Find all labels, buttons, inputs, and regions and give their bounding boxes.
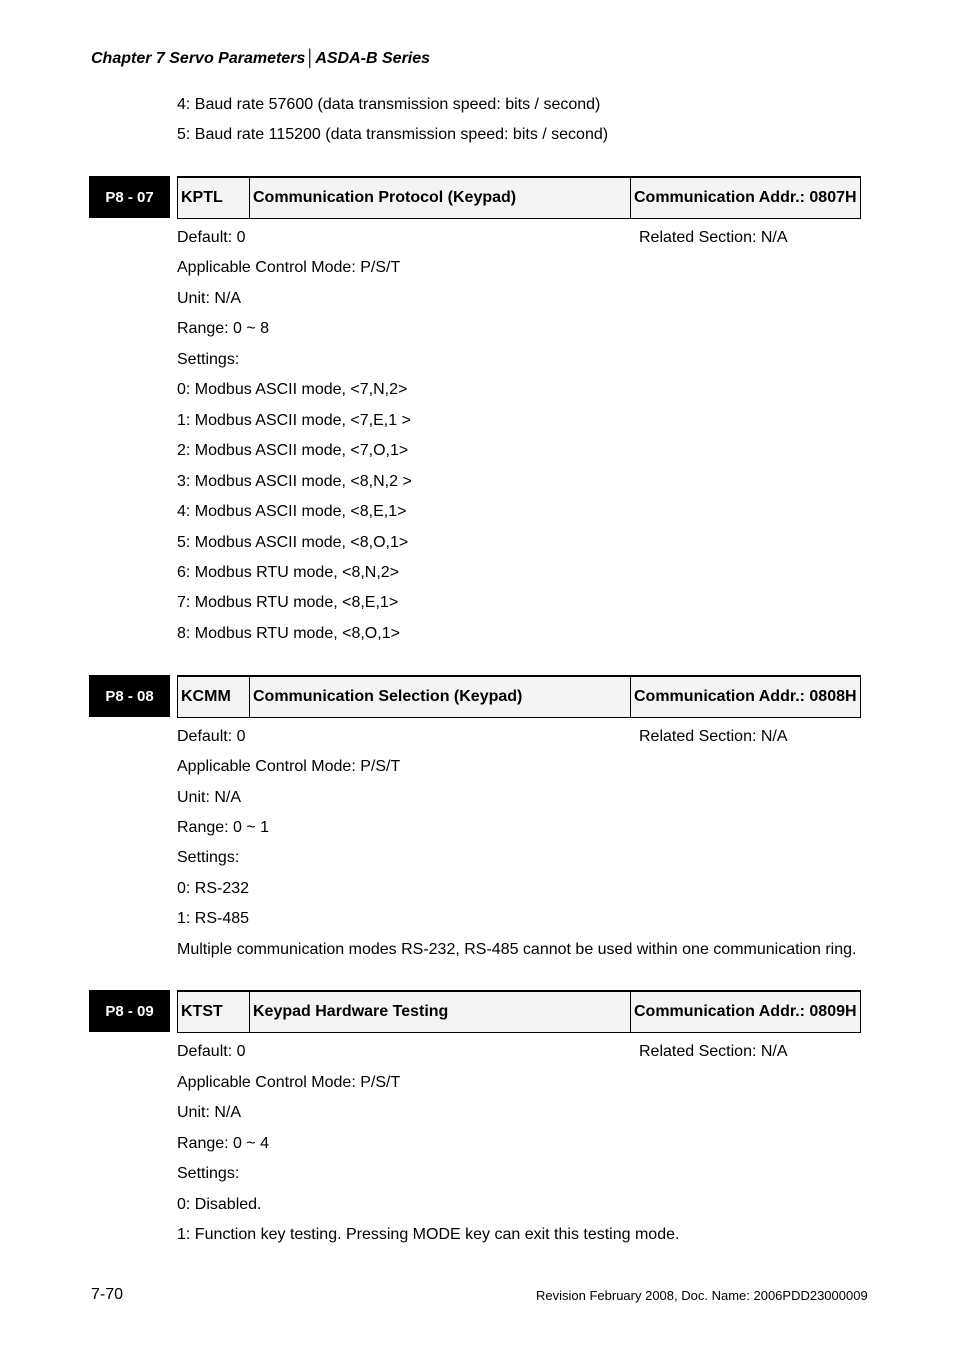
param-settings-label: Settings: [177, 1165, 240, 1182]
setting-item: 1: RS-485 [177, 910, 250, 927]
setting-item: 7: Modbus RTU mode, <8,E,1> [177, 594, 399, 611]
param-default: Default: 0 [177, 229, 246, 246]
param-header-p8-08 [89, 675, 861, 717]
param-settings-label: Settings: [177, 351, 240, 368]
setting-note: Multiple communication modes RS-232, RS-485 cannot be used within one communication ring. [177, 941, 857, 958]
param-addr: Communication Addr.: 0809H [634, 1003, 857, 1020]
setting-item: 2: Modbus ASCII mode, <7,O,1> [177, 442, 409, 459]
param-default: Default: 0 [177, 728, 246, 745]
param-related: Related Section: N/A [639, 728, 788, 745]
param-unit: Unit: N/A [177, 789, 242, 806]
setting-item: 0: Modbus ASCII mode, <7,N,2> [177, 381, 408, 398]
param-id: P8 - 08 [89, 675, 170, 717]
setting-item: 4: Modbus ASCII mode, <8,E,1> [177, 503, 407, 520]
setting-item: 1: Function key testing. Pressing MODE key can exit this testing mode. [177, 1226, 680, 1243]
setting-item: 1: Modbus ASCII mode, <7,E,1 > [177, 412, 411, 429]
intro-line: 4: Baud rate 57600 (data transmission speed: bits / second) [177, 96, 601, 113]
setting-item: 3: Modbus ASCII mode, <8,N,2 > [177, 473, 412, 490]
revision-info: Revision February 2008, Doc. Name: 2006PDD23000009 [536, 1288, 868, 1303]
param-range: Range: 0 ~ 4 [177, 1135, 270, 1152]
param-mode: Applicable Control Mode: P/S/T [177, 259, 401, 276]
setting-item: 5: Modbus ASCII mode, <8,O,1> [177, 534, 409, 551]
param-related: Related Section: N/A [639, 1043, 788, 1060]
param-unit: Unit: N/A [177, 1104, 242, 1121]
param-info-box [177, 990, 861, 1033]
param-info-box [177, 675, 861, 718]
param-header-p8-09 [89, 990, 861, 1032]
param-abbr: KTST [178, 992, 250, 1032]
param-settings-label: Settings: [177, 849, 240, 866]
page-header: Chapter 7 Servo Parameters│ASDA-B Series [91, 50, 431, 67]
param-id: P8 - 07 [89, 176, 170, 218]
param-addr: Communication Addr.: 0808H [634, 688, 857, 705]
intro-line: 5: Baud rate 115200 (data transmission speed: bits / second) [177, 126, 609, 143]
param-default: Default: 0 [177, 1043, 246, 1060]
setting-item: 0: RS-232 [177, 880, 250, 897]
param-mode: Applicable Control Mode: P/S/T [177, 758, 401, 775]
param-name: Communication Protocol (Keypad) [250, 178, 631, 218]
param-range: Range: 0 ~ 8 [177, 320, 270, 337]
param-unit: Unit: N/A [177, 290, 242, 307]
param-name: Keypad Hardware Testing [250, 992, 631, 1032]
param-header-p8-07 [89, 176, 861, 218]
setting-item: 8: Modbus RTU mode, <8,O,1> [177, 625, 400, 642]
param-id: P8 - 09 [89, 990, 170, 1032]
param-related: Related Section: N/A [639, 229, 788, 246]
page-number: 7-70 [91, 1286, 124, 1303]
setting-item: 6: Modbus RTU mode, <8,N,2> [177, 564, 400, 581]
param-info-box [177, 176, 861, 219]
param-range: Range: 0 ~ 1 [177, 819, 270, 836]
param-name: Communication Selection (Keypad) [250, 677, 631, 717]
param-abbr: KCMM [178, 677, 250, 717]
setting-item: 0: Disabled. [177, 1196, 262, 1213]
param-abbr: KPTL [178, 178, 250, 218]
param-mode: Applicable Control Mode: P/S/T [177, 1074, 401, 1091]
param-addr: Communication Addr.: 0807H [634, 189, 857, 206]
